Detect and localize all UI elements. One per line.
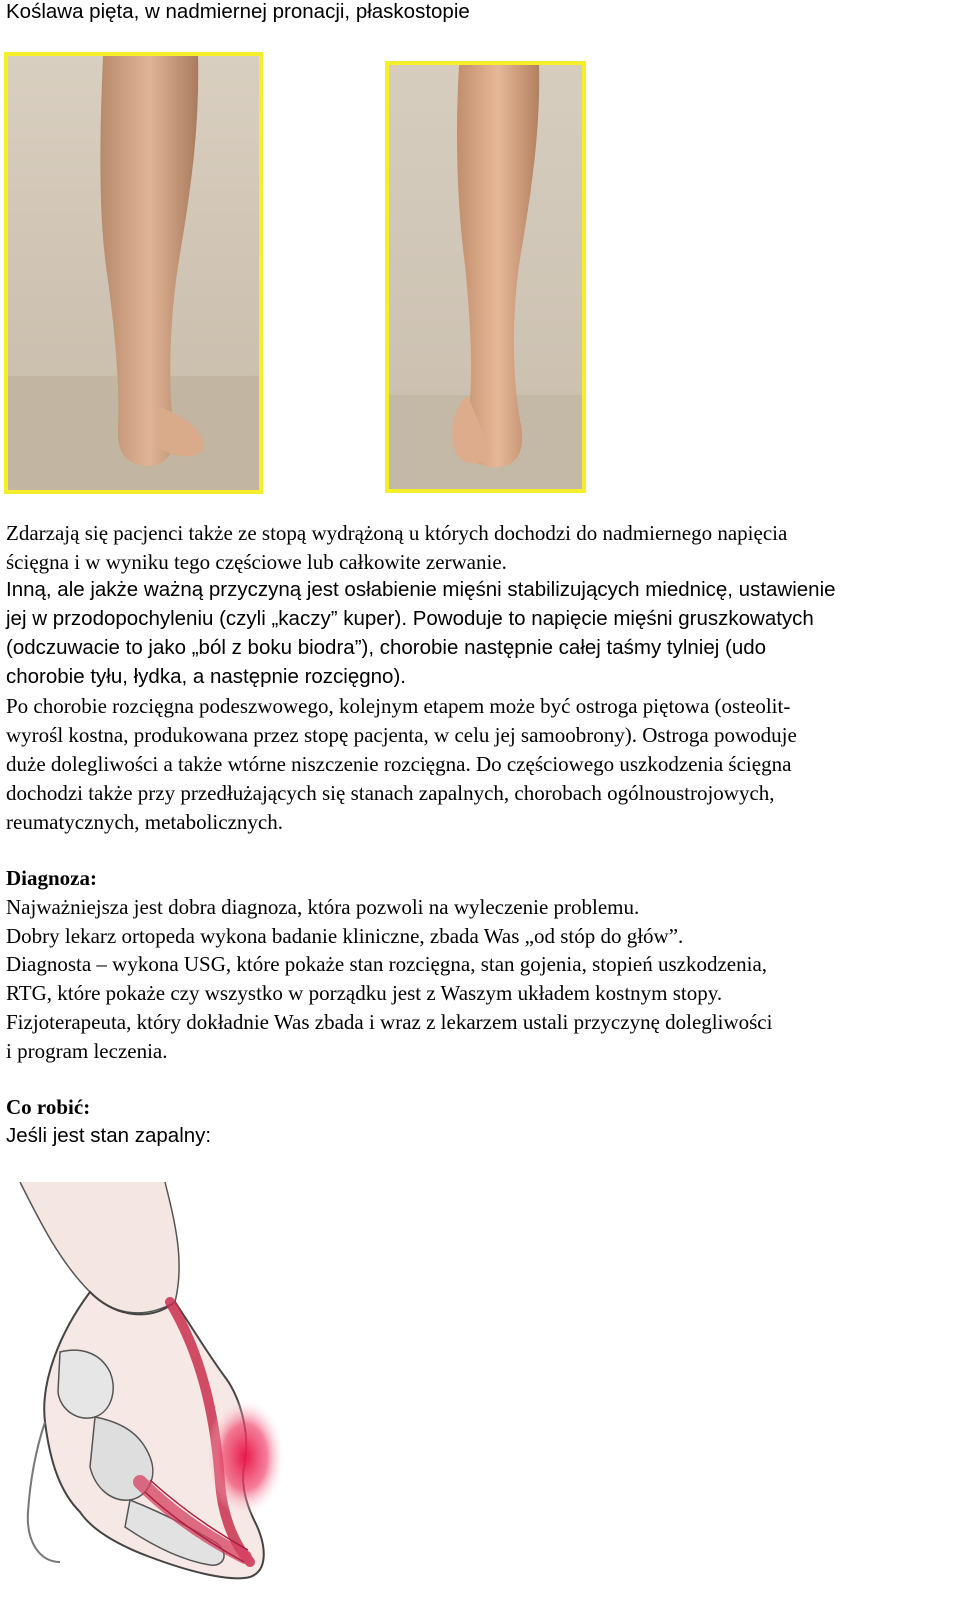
paragraph-2-line-4: chorobie tyłu, łydka, a następnie rozcięgno). (6, 665, 406, 688)
paragraph-2-line-2a: jej w przodopochyleniu (czyli „kaczy” kuper). (6, 607, 408, 630)
paragraph-3-line-2: wyrośl kostna, produkowana przez stopę pacjenta, w celu jej samoobrony). Ostroga powoduje (6, 723, 797, 747)
co-robic-line: Jeśli jest stan zapalny: (6, 1124, 212, 1147)
paragraph-1-line-1: Zdarzają się pacjenci także ze stopą wydrążoną u których dochodzi do nadmiernego napięcia (6, 521, 788, 545)
diagnoza-line-3: Diagnosta – wykona USG, które pokaże stan rozcięgna, stan gojenia, stopień uszkodzenia, (6, 952, 768, 976)
photo-heel-right (385, 61, 586, 493)
diagnoza-line-6: i program leczenia. (6, 1039, 168, 1063)
paragraph-2-line-1: Inną, ale jakże ważną przyczyną jest osłabienie mięśni stabilizujących miednicę, ustawienie (6, 578, 836, 601)
paragraph-3-line-5: reumatycznych, metabolicznych. (6, 810, 283, 834)
foot-illustration (0, 1182, 300, 1601)
diagnoza-heading: Diagnoza: (6, 866, 97, 890)
paragraph-3-line-3: duże dolegliwości a także wtórne niszczenie rozcięgna. Do częściowego uszkodzenia ścięgna (6, 752, 792, 776)
paragraph-2-line-3: (odczuwacie to jako „ból z boku biodra”), chorobie następnie całej taśmy tylniej (udo (6, 636, 767, 659)
paragraph-1-line-2: ścięgna i w wyniku tego częściowe lub całkowite zerwanie. (6, 550, 507, 574)
diagnoza-line-5: Fizjoterapeuta, który dokładnie Was zbada i wraz z lekarzem ustali przyczynę dolegliwości (6, 1010, 773, 1034)
paragraph-3-line-1: Po chorobie rozcięgna podeszwowego, kolejnym etapem może być ostroga piętowa (osteolit- (6, 694, 791, 718)
diagnoza-line-4: RTG, które pokaże czy wszystko w porządku jest z Waszym układem kostnym stopy. (6, 981, 723, 1005)
co-robic-heading: Co robić: (6, 1095, 91, 1119)
paragraph-2-line-2b: Powoduje to napięcie mięśni gruszkowatych (412, 607, 814, 630)
diagnoza-line-1: Najważniejsza jest dobra diagnoza, która pozwoli na wyleczenie problemu. (6, 895, 640, 919)
paragraph-3-line-4: dochodzi także przy przedłużających się stanach zapalnych, chorobach ogólnoustrojowych, (6, 781, 775, 805)
photo-heel-left (4, 52, 263, 494)
paragraph-2-line-2 (6, 607, 814, 631)
page-heading: Koślawa pięta, w nadmiernej pronacji, płaskostopie (6, 0, 470, 23)
diagnoza-line-2: Dobry lekarz ortopeda wykona badanie kliniczne, zbada Was „od stóp do głów”. (6, 924, 684, 948)
